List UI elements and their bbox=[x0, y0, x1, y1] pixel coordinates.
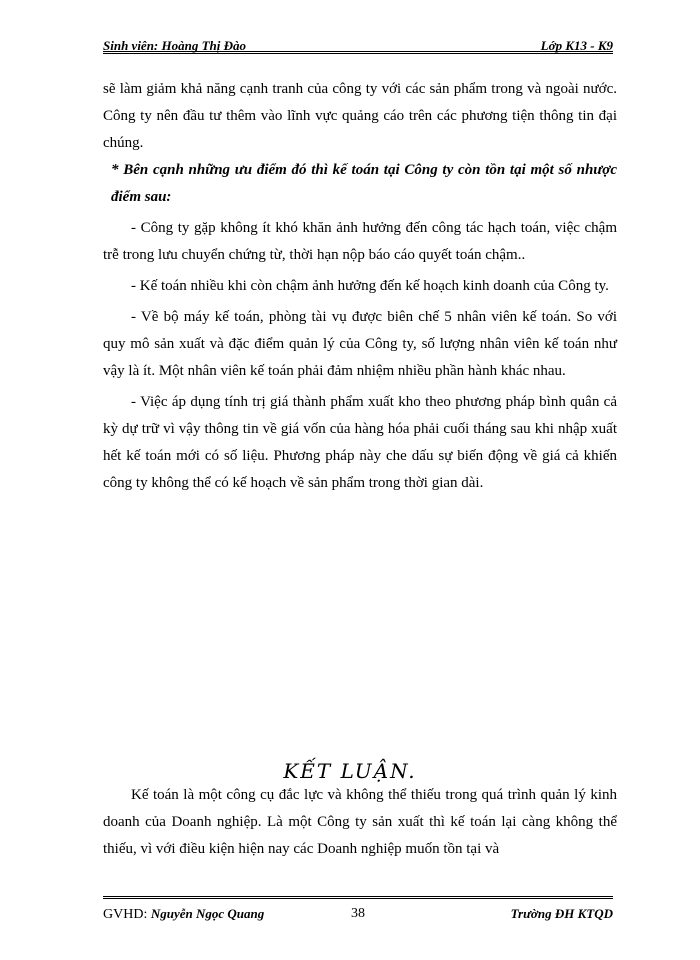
paragraph-2: - Công ty gặp không ít khó khăn ảnh hưởng đến công tác hạch toán, việc chậm trễ trong lưu chuyển chứng từ, thời hạn nộp báo cáo quyết toán chậm.. bbox=[103, 220, 617, 263]
page-number: 38 bbox=[351, 906, 365, 921]
page-footer bbox=[103, 896, 613, 926]
footer-supervisor bbox=[103, 906, 264, 923]
paragraph-5: - Việc áp dụng tính trị giá thành phẩm xuất kho theo phương pháp bình quân cả kỳ dự trữ vì vậy thông tin về giá vốn của hàng hóa phải cuối tháng sau khi nhập xuất hết kế toán mới có số liệu. Phương pháp này che dấu sự biến động về giá cả khiến công ty không thể có kế hoạch về sản phẩm trong thời gian dài. bbox=[103, 394, 617, 491]
paragraph-3: - Kế toán nhiều khi còn chậm ảnh hưởng đến kế hoạch kinh doanh của Công ty. bbox=[131, 278, 609, 294]
paragraph-4: - Về bộ máy kế toán, phòng tài vụ được biên chế 5 nhân viên kế toán. So với quy mô sản xuất và đặc điểm quản lý của Công ty, số lượng nhân viên kế toán như vậy là ít. Một nhân viên kế toán phải đảm nhiệm nhiều phần hành khác nhau. bbox=[103, 309, 617, 379]
page-header bbox=[103, 34, 613, 54]
conclusion-paragraph: Kế toán là một công cụ đắc lực và không thể thiếu trong quá trình quản lý kinh doanh của Doanh nghiệp. Là một Công ty sản xuất thì kế toán lại càng không thể thiếu, vì với điều kiện hiện nay các Doanh nghiệp muốn tồn tại và bbox=[103, 787, 617, 857]
footer-gvhd-name: Nguyễn Ngọc Quang bbox=[150, 906, 265, 921]
header-student: Sinh viên: Hoàng Thị Đào bbox=[103, 38, 247, 53]
main-body bbox=[103, 76, 617, 497]
header-class: Lớp K13 - K9 bbox=[540, 38, 613, 53]
conclusion-body bbox=[103, 782, 617, 863]
section-heading: * Bên cạnh những ưu điểm đó thì kế toán tại Công ty còn tồn tại một số nhược điểm sau: bbox=[111, 162, 617, 205]
paragraph-1: sẽ làm giảm khả năng cạnh tranh của công ty với các sản phẩm trong và ngoài nước. Công ty nên đầu tư thêm vào lĩnh vực quảng cáo trên các phương tiện thông tin đại chúng. bbox=[103, 81, 617, 151]
footer-school: Trường ĐH KTQD bbox=[510, 906, 613, 921]
conclusion-title: KẾT LUẬN. bbox=[283, 759, 417, 783]
header-rule bbox=[103, 51, 613, 54]
footer-rule bbox=[103, 896, 613, 899]
footer-gvhd-label: GVHD: bbox=[103, 907, 151, 922]
